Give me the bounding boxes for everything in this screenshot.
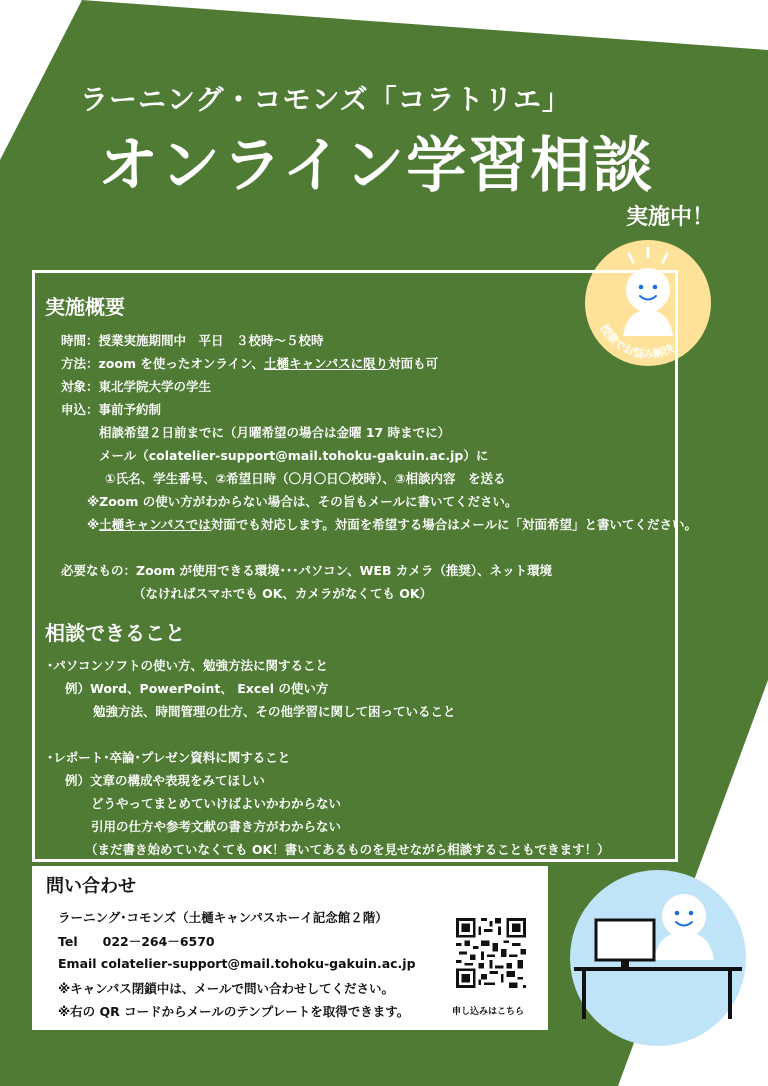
page-title: オンライン学習相談 [98,131,655,201]
topic-pc-example: 例）Word、PowerPoint、 Excel の使い方 [65,681,329,696]
note-campus [87,515,697,533]
overview-target: 対象：東北学院大学の学生 [61,379,212,394]
topics-heading: 相談できること [45,621,185,645]
topic-report-example-2: どうやってまとめていけばよいかわからない [91,796,342,811]
apply-deadline: 相談希望２日前までに（月曜希望の場合は金曜 17 時までに） [99,425,451,440]
needs-sub: （なければスマホでも OK、カメラがなくても OK） [133,586,433,601]
pc-illustration [568,868,748,1048]
overview-box [32,270,698,862]
method-underline: 土樋キャンパスに限り [263,356,389,371]
note-text: 対面でも対応します。対面を希望する場合はメールに「対面希望」と書いてください。 [210,517,698,532]
contact-heading: 問い合わせ [46,876,136,897]
note-mark: ※ [87,517,100,532]
status-label: 実施中！ [626,205,715,230]
contact-tel: Tel 022－264－6570 [58,934,215,949]
topic-pc-example-2: 勉強方法、時間管理の仕方、その他学習に関して困っていること [93,704,456,719]
contact-box [32,866,548,1030]
note-underline: 土樋キャンパスでは [99,517,211,532]
contact-email[interactable]: Email colatelier-support@mail.tohoku-gakuin.ac.jp [58,956,416,971]
topic-report: ･レポート･卒論･プレゼン資料に関すること [47,750,291,765]
topic-report-example-1: 例）文章の構成や表現をみてほしい [65,773,266,788]
apply-email: メール（colatelier-support@mail.tohoku-gakuin.ac.jp）に [99,448,489,463]
method-text: 方法：zoom を使ったオンライン、 [61,356,264,371]
topic-report-example-4: （まだ書き始めていなくても OK！書いてあるものを見せながら相談することもできます！） [85,842,610,857]
contact-note-qr: ※右の QR コードからメールのテンプレートを取得できます。 [58,1004,410,1019]
needs-line: 必要なもの：Zoom が使用できる環境･･･パソコン、WEB カメラ（推奨）、ネット環境 [61,563,553,578]
overview-method [61,354,438,372]
contact-note-closure: ※キャンパス閉鎖中は、メールで問い合わせしてください。 [58,981,395,996]
badge-text: 授業でお悩み解決 [597,322,677,361]
note-zoom: ※Zoom の使い方がわからない場合は、その旨もメールに書いてください。 [87,494,518,509]
topic-report-example-3: 引用の仕方や参考文献の書き方がわからない [91,819,342,834]
method-text-end: 対面も可 [388,356,439,371]
topic-pc: ･パソコンソフトの使い方、勉強方法に関すること [47,658,329,673]
qr-caption: 申し込みはこちら [452,1007,525,1017]
overview-time: 時間：授業実施期間中 平日 ３校時～５校時 [61,333,324,348]
overview-apply: 申込：事前予約制 [61,402,162,417]
subtitle: ラーニング・コモンズ「コラトリエ」 [80,83,572,116]
qr-code[interactable] [456,918,526,988]
overview-heading: 実施概要 [45,295,125,319]
apply-items: ①氏名、学生番号、②希望日時（〇月〇日〇校時）、③相談内容 を送る [105,471,506,486]
contact-place: ラーニング･コモンズ（土樋キャンパスホーイ記念館２階） [58,910,388,925]
